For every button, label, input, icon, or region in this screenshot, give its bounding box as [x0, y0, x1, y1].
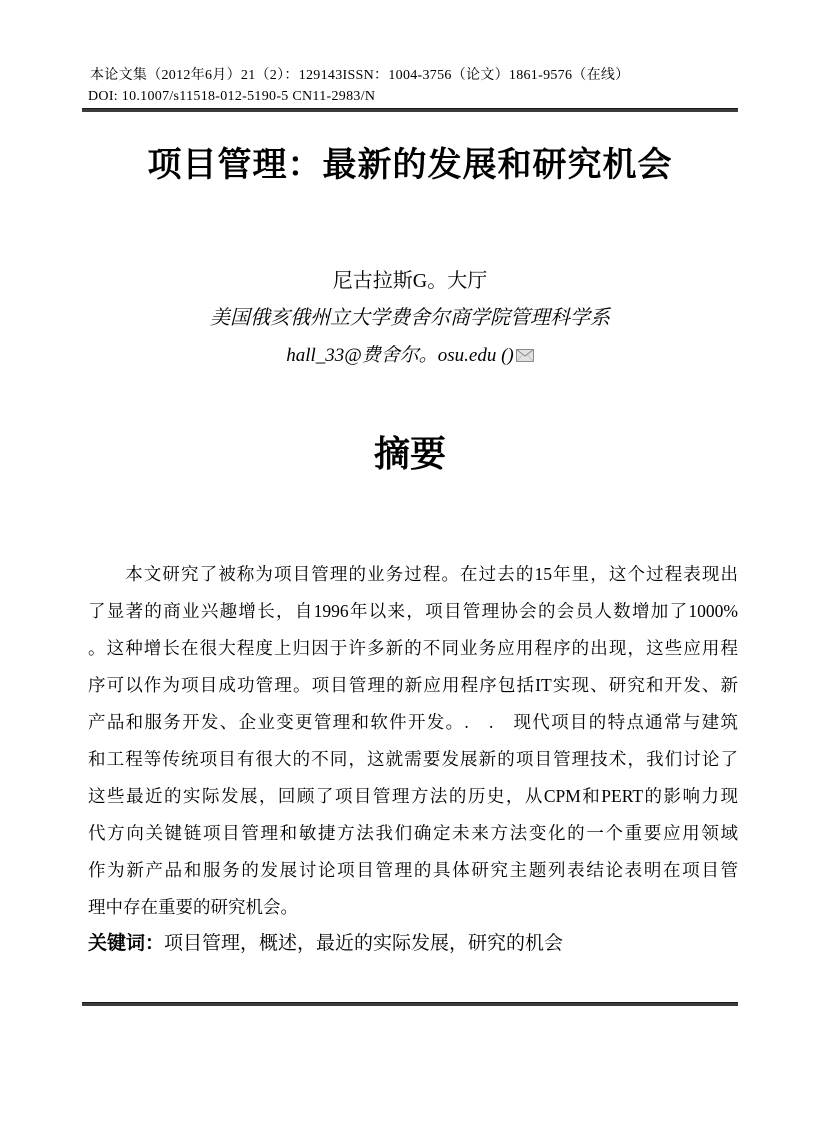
- top-horizontal-rule: [82, 108, 738, 112]
- abstract-line: 产品和服务开发、企业变更管理和软件开发。. . 现代项目的特点通常与建筑: [88, 712, 738, 732]
- abstract-line: 作为新产品和服务的发展讨论项目管理的具体研究主题列表结论表明在项目管: [88, 860, 738, 880]
- keywords-text: 项目管理，概述，最近的实际发展，研究的机会: [164, 933, 564, 954]
- abstract-line: 本文研究了被称为项目管理的业务过程。在过去的15年里，这个过程表现出: [88, 564, 738, 584]
- abstract-line: 理中存在重要的研究机会。: [88, 897, 298, 917]
- author-email-line: [82, 340, 738, 368]
- paper-title: 项目管理：最新的发展和研究机会: [147, 147, 673, 184]
- abstract-line: 这些最近的实际发展，回顾了项目管理方法的历史，从CPM和PERT的影响力现: [88, 786, 738, 806]
- author-affiliation: 美国俄亥俄州立大学费舍尔商学院管理科学系: [210, 307, 610, 329]
- bottom-horizontal-rule: [82, 1002, 738, 1006]
- abstract-line: 和工程等传统项目有很大的不同，这就需要发展新的项目管理技术，我们讨论了: [88, 749, 738, 769]
- keywords-label: 关键词：: [88, 933, 165, 954]
- author-email-address: hall_33@费舍尔。osu.edu (): [286, 345, 514, 366]
- journal-citation-line: 本论文集（2012年6月）21（2）：129143ISSN：1004-3756（论文）1861-9576（在线）: [90, 68, 630, 83]
- abstract-line: 代方向关键链项目管理和敏捷方法我们确定未来方法变化的一个重要应用领域: [88, 823, 738, 843]
- keywords-line: [88, 928, 738, 955]
- abstract-line: 了显著的商业兴趣增长，自1996年以来，项目管理协会的会员人数增加了1000%: [88, 601, 738, 621]
- author-name: 尼古拉斯G。大厅: [332, 270, 488, 292]
- abstract-heading: 摘要: [373, 434, 446, 474]
- abstract-line: 。这种增长在很大程度上归因于许多新的不同业务应用程序的出现，这些应用程: [88, 638, 738, 658]
- abstract-line: 序可以作为项目成功管理。项目管理的新应用程序包括IT实现、研究和开发、新: [88, 675, 738, 695]
- envelope-icon: [516, 346, 534, 368]
- abstract-paragraph: [88, 556, 738, 926]
- doi-line: DOI: 10.1007/s11518-012-5190-5 CN11-2983/N: [88, 89, 376, 104]
